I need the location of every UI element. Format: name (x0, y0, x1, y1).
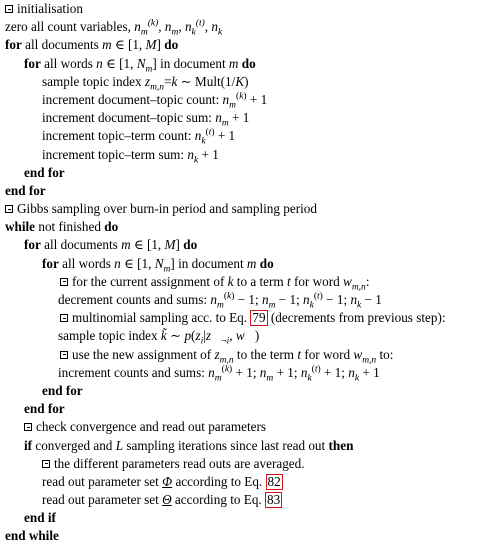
text-increment-topic-term-sum: increment topic–term sum: (42, 146, 185, 162)
math-topic-term-sum: $n_k + 1$ (187, 146, 219, 166)
text-to: to: (379, 346, 394, 362)
math-sample-init: $z_{m,n}=k$ ∼ Mult(1/K) (144, 73, 249, 93)
algo-line-17 (0, 291, 495, 309)
comment-averaged: the different parameters read outs are averaged. (54, 455, 305, 471)
comment-check-convergence: check convergence and read out parameters (36, 419, 267, 435)
algo-line-2 (0, 18, 495, 36)
keyword-do: do (164, 37, 179, 53)
math-document-range: m ∈ [1, M] (102, 37, 161, 53)
algo-line-1 (0, 0, 495, 18)
math-topic-term-count: $n_k^{(t)} + 1$ (194, 127, 236, 147)
text-increment-doc-topic-sum: increment document–topic sum: (42, 110, 212, 126)
algo-line-13 (0, 218, 495, 236)
text-to-the-term: to the term (236, 346, 295, 362)
keyword-then: then (328, 437, 354, 453)
equation-reference-link[interactable]: 83 (267, 492, 281, 508)
keyword-end-while: end while (5, 528, 59, 544)
math-word-range: n ∈ [1, $N_m$] (96, 55, 157, 75)
algo-line-18 (0, 309, 495, 327)
keyword-for: for (24, 55, 41, 71)
keyword-do: do (259, 255, 274, 271)
keyword-end-for: end for (24, 401, 65, 417)
math-count-variables: $n_m^{(k)}$, $n_m$, $n_k^{(t)}$, $n_k$ (134, 18, 223, 38)
algo-line-15 (0, 255, 495, 273)
keyword-while: while (5, 219, 36, 235)
algo-line-22 (0, 382, 495, 400)
text-all-words: all words (62, 255, 111, 271)
algo-line-5 (0, 73, 495, 91)
text-decrement-counts: decrement counts and sums: (58, 292, 208, 307)
math-zmn: $z_{m,n}$ (214, 346, 234, 366)
comment-marker-icon (5, 205, 13, 213)
text-all-documents: all documents (44, 237, 118, 253)
text-colon: : (365, 273, 370, 289)
algo-line-26 (0, 455, 495, 473)
algo-line-20 (0, 346, 495, 364)
equation-reference-link[interactable]: 82 (267, 473, 281, 489)
text-for-word: for word (304, 346, 351, 362)
comment-initialisation: initialisation (17, 1, 83, 16)
keyword-do: do (241, 55, 256, 71)
keyword-for: for (42, 255, 59, 271)
math-theta: Θ (162, 492, 172, 508)
text-sample-topic-index: sample topic index (58, 328, 158, 344)
algo-line-12 (0, 200, 495, 218)
text-to-a-term: to a term (236, 273, 284, 289)
comment-multinomial-sampling: multinomial sampling acc. to Eq. (72, 310, 248, 326)
comment-marker-icon (60, 314, 68, 322)
math-L: L (115, 437, 124, 453)
algo-line-11 (0, 182, 495, 200)
math-t: t (297, 346, 302, 362)
algo-line-14 (0, 236, 495, 254)
comment-new-assignment: use the new assignment of (72, 346, 212, 362)
text-according-to-eq: according to Eq. (175, 473, 263, 489)
math-doc-topic-count: $n_m^{(k)} + 1$ (222, 91, 268, 111)
math-conditional-sample: k̃ ∼ $p(z_i|z⃗_{\neg i}$, w⃗) (160, 328, 260, 348)
keyword-do: do (104, 219, 119, 235)
text-all-documents: all documents (25, 37, 99, 53)
text-not-finished: not finished (38, 219, 101, 235)
comment-marker-icon (60, 278, 68, 286)
math-word-wmn: $w_{m,n}$ (353, 346, 377, 366)
algo-line-9 (0, 146, 495, 164)
text-decrements-note: (decrements from previous step): (270, 310, 446, 326)
keyword-if: if (24, 437, 33, 453)
algo-line-4 (0, 55, 495, 73)
keyword-for: for (24, 237, 41, 253)
keyword-for: for (5, 37, 22, 53)
algo-line-29 (0, 509, 495, 527)
keyword-end-for: end for (5, 182, 46, 198)
math-word-range: n ∈ [1, $N_m$] (114, 255, 175, 275)
math-k: k (227, 273, 234, 289)
comment-marker-icon (60, 351, 68, 359)
keyword-end-for: end for (24, 164, 65, 180)
text-for-word: for word (293, 273, 340, 289)
text-read-out-parameter-set: read out parameter set (42, 473, 159, 489)
algo-line-8 (0, 127, 495, 145)
equation-reference-link[interactable]: 79 (252, 310, 266, 326)
text-increment-counts: increment counts and sums: (58, 364, 205, 380)
comment-gibbs-sampling: Gibbs sampling over burn-in period and sampling period (17, 201, 317, 217)
math-m: m (228, 55, 239, 71)
text-according-to-eq: according to Eq. (174, 492, 262, 508)
algo-line-23 (0, 400, 495, 418)
text-read-out-parameter-set: read out parameter set (42, 492, 159, 508)
comment-current-assignment: for the current assignment of (72, 273, 225, 289)
comment-marker-icon (42, 460, 50, 468)
algo-line-30 (0, 527, 495, 545)
algo-line-6 (0, 91, 495, 109)
comment-marker-icon (24, 423, 32, 431)
math-t: t (286, 273, 291, 289)
math-increment-expression: $n_m^{(k)} + 1$; $n_m + 1$; $n_k^{(t)} + 1$; $n_k + 1$ (208, 364, 380, 384)
text-converged-and: converged and (35, 437, 113, 453)
algo-line-19 (0, 327, 495, 348)
keyword-end-if: end if (24, 510, 56, 526)
text-in-document: in document (160, 55, 226, 71)
math-m: m (246, 255, 257, 271)
math-word-wmn: $w_{m,n}$ (343, 273, 366, 293)
math-decrement-expression: $n_m^{(k)} - 1$; $n_m - 1$; $n_k^{(t)} - 1$; $n_k - 1$ (210, 291, 382, 311)
text-sampling-iterations: sampling iterations since last read out (126, 437, 326, 453)
algo-line-21 (0, 364, 495, 382)
keyword-end-for: end for (42, 382, 83, 398)
algo-line-24 (0, 418, 495, 436)
text-zero-counts: zero all count variables, (5, 19, 131, 35)
algo-line-25 (0, 437, 495, 455)
math-doc-topic-sum: $n_m + 1$ (215, 110, 250, 129)
comment-marker-icon (5, 5, 13, 13)
text-in-document: in document (178, 255, 244, 271)
text-all-words: all words (44, 55, 93, 71)
text-increment-doc-topic-count: increment document–topic count: (42, 91, 220, 107)
math-phi: Φ (162, 473, 173, 489)
algo-line-28 (0, 491, 495, 509)
text-sample-topic-index: sample topic index (42, 73, 142, 89)
text-increment-topic-term-count: increment topic–term count: (42, 128, 192, 144)
algo-line-7 (0, 109, 495, 127)
algo-line-16 (0, 273, 495, 291)
keyword-do: do (183, 237, 198, 253)
algo-line-10 (0, 164, 495, 182)
math-document-range: m ∈ [1, M] (121, 237, 180, 253)
algo-line-27 (0, 473, 495, 491)
algo-line-3 (0, 36, 495, 54)
